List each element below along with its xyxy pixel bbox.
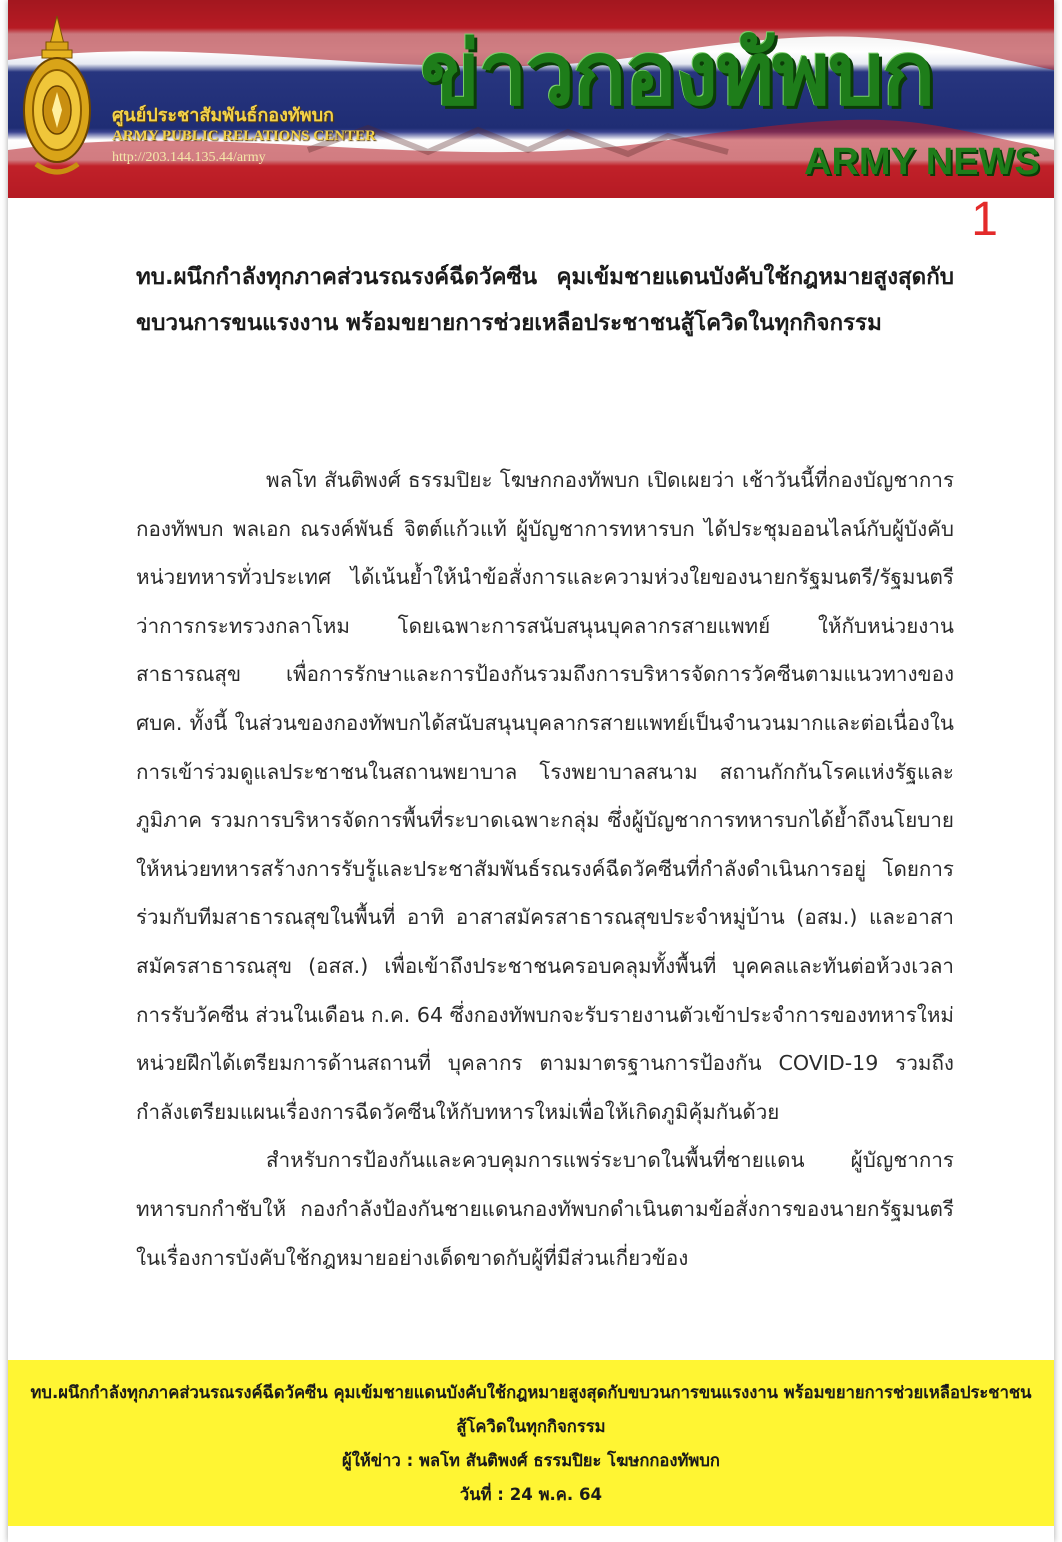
summary-box xyxy=(8,1360,1054,1526)
article-paragraph: สำหรับการป้องกันและควบคุมการแพร่ระบาดในพื้นที่ชายแดน ผู้บัญชาการทหารบกกำชับให้ กองกำลังป้องกันชายแดนกองทัพบกดำเนินตามข้อสั่งการของนายกรัฐมนตรีในเรื่องการบังคับใช้กฎหมายอย่างเด็ดขาดกับผู้ที่มีส่วนเกี่ยวข้อง xyxy=(136,1148,954,1270)
news-page xyxy=(8,0,1054,1542)
news-title-en: ARMY NEWS xyxy=(804,141,1040,183)
page-number: 1 xyxy=(971,193,998,246)
org-name-th: ศูนย์ประชาสัมพันธ์กองทัพบก xyxy=(112,105,334,126)
article-headline: ทบ.ผนึกกำลังทุกภาคส่วนรณรงค์ฉีดวัคซีน คุมเข้มชายแดนบังคับใช้กฎหมายสูงสุดกับขบวนการขนแรงงาน พร้อมขยายการช่วยเหลือประชาชนสู้โควิดในทุกกิจกรรม xyxy=(136,264,954,336)
org-url: http://203.144.135.44/army xyxy=(112,150,266,165)
summary-reporter: ผู้ให้ข่าว : พลโท สันติพงศ์ ธรรมปิยะ โฆษกกองทัพบก xyxy=(342,1451,720,1470)
header-banner xyxy=(8,0,1054,198)
news-title-th: ข่าวกองทัพบก xyxy=(420,22,934,125)
summary-title: ทบ.ผนึกกำลังทุกภาคส่วนรณรงค์ฉีดวัคซีน คุมเข้มชายแดนบังคับใช้กฎหมายสูงสุดกับขบวนการขนแรงงาน พร้อมขยายการช่วยเหลือประชาชนสู้โควิดในทุกกิจกรรม xyxy=(30,1383,1032,1436)
royal-thai-army-emblem-icon xyxy=(22,14,92,182)
summary-date: วันที่ : 24 พ.ค. 64 xyxy=(459,1485,603,1504)
article-body xyxy=(136,456,954,1282)
article-paragraph: พลโท สันติพงศ์ ธรรมปิยะ โฆษกกองทัพบก เปิดเผยว่า เช้าวันนี้ที่กองบัญชาการกองทัพบก พลเอก ณรงค์พันธ์ จิตต์แก้วแท้ ผู้บัญชาการทหารบก ได้ประชุมออนไลน์กับผู้บังคับหน่วยทหารทั่วประเทศ ได้เน้นย้ำให้นำข้อสั่งการและความห่วงใยของนายกรัฐมนตรี/รัฐมนตรีว่าการกระทรวงกลาโหม โดยเฉพาะการสนับสนุนบุคลากรสายแพทย์ ให้กับหน่วยงานสาธารณสุข เพื่อการรักษาและการป้องกันรวมถึงการบริหารจัดการวัคซีนตามแนวทางของ ศบค. ทั้งนี้ ในส่วนของกองทัพบกได้สนับสนุนบุคลากรสายแพทย์เป็นจำนวนมากและต่อเนื่องในการเข้าร่วมดูแลประชาชนในสถานพยาบาล โรงพยาบาลสนาม สถานกักกันโรคแห่งรัฐและภูมิภาค รวมการบริหารจัดการพื้นที่ระบาดเฉพาะกลุ่ม ซึ่งผู้บัญชาการทหารบกได้ย้ำถึงนโยบายให้หน่วยทหารสร้างการรับรู้และประชาสัมพันธ์รณรงค์ฉีดวัคซีนที่กำลังดำเนินการอยู่ โดยการร่วมกับทีมสาธารณสุขในพื้นที่ อาทิ อาสาสมัครสาธารณสุขประจำหมู่บ้าน (อสม.) และอาสาสมัครสาธารณสุข (อสส.) เพื่อเข้าถึงประชาชนครอบคลุมทั้งพื้นที่ บุคคลและทันต่อห้วงเวลาการรับวัคซีน ส่วนในเดือน ก.ค. 64 ซึ่งกองทัพบกจะรับรายงานตัวเข้าประจำการของทหารใหม่ หน่วยฝึกได้เตรียมการด้านสถานที่ บุคลากร ตามมาตรฐานการป้องกัน COVID-19 รวมถึงกำลังเตรียมแผนเรื่องการฉีดวัคซีนให้กับทหารใหม่เพื่อให้เกิดภูมิคุ้มกันด้วย xyxy=(136,468,954,1124)
org-name-en: ARMY PUBLIC RELATIONS CENTER xyxy=(112,128,376,144)
